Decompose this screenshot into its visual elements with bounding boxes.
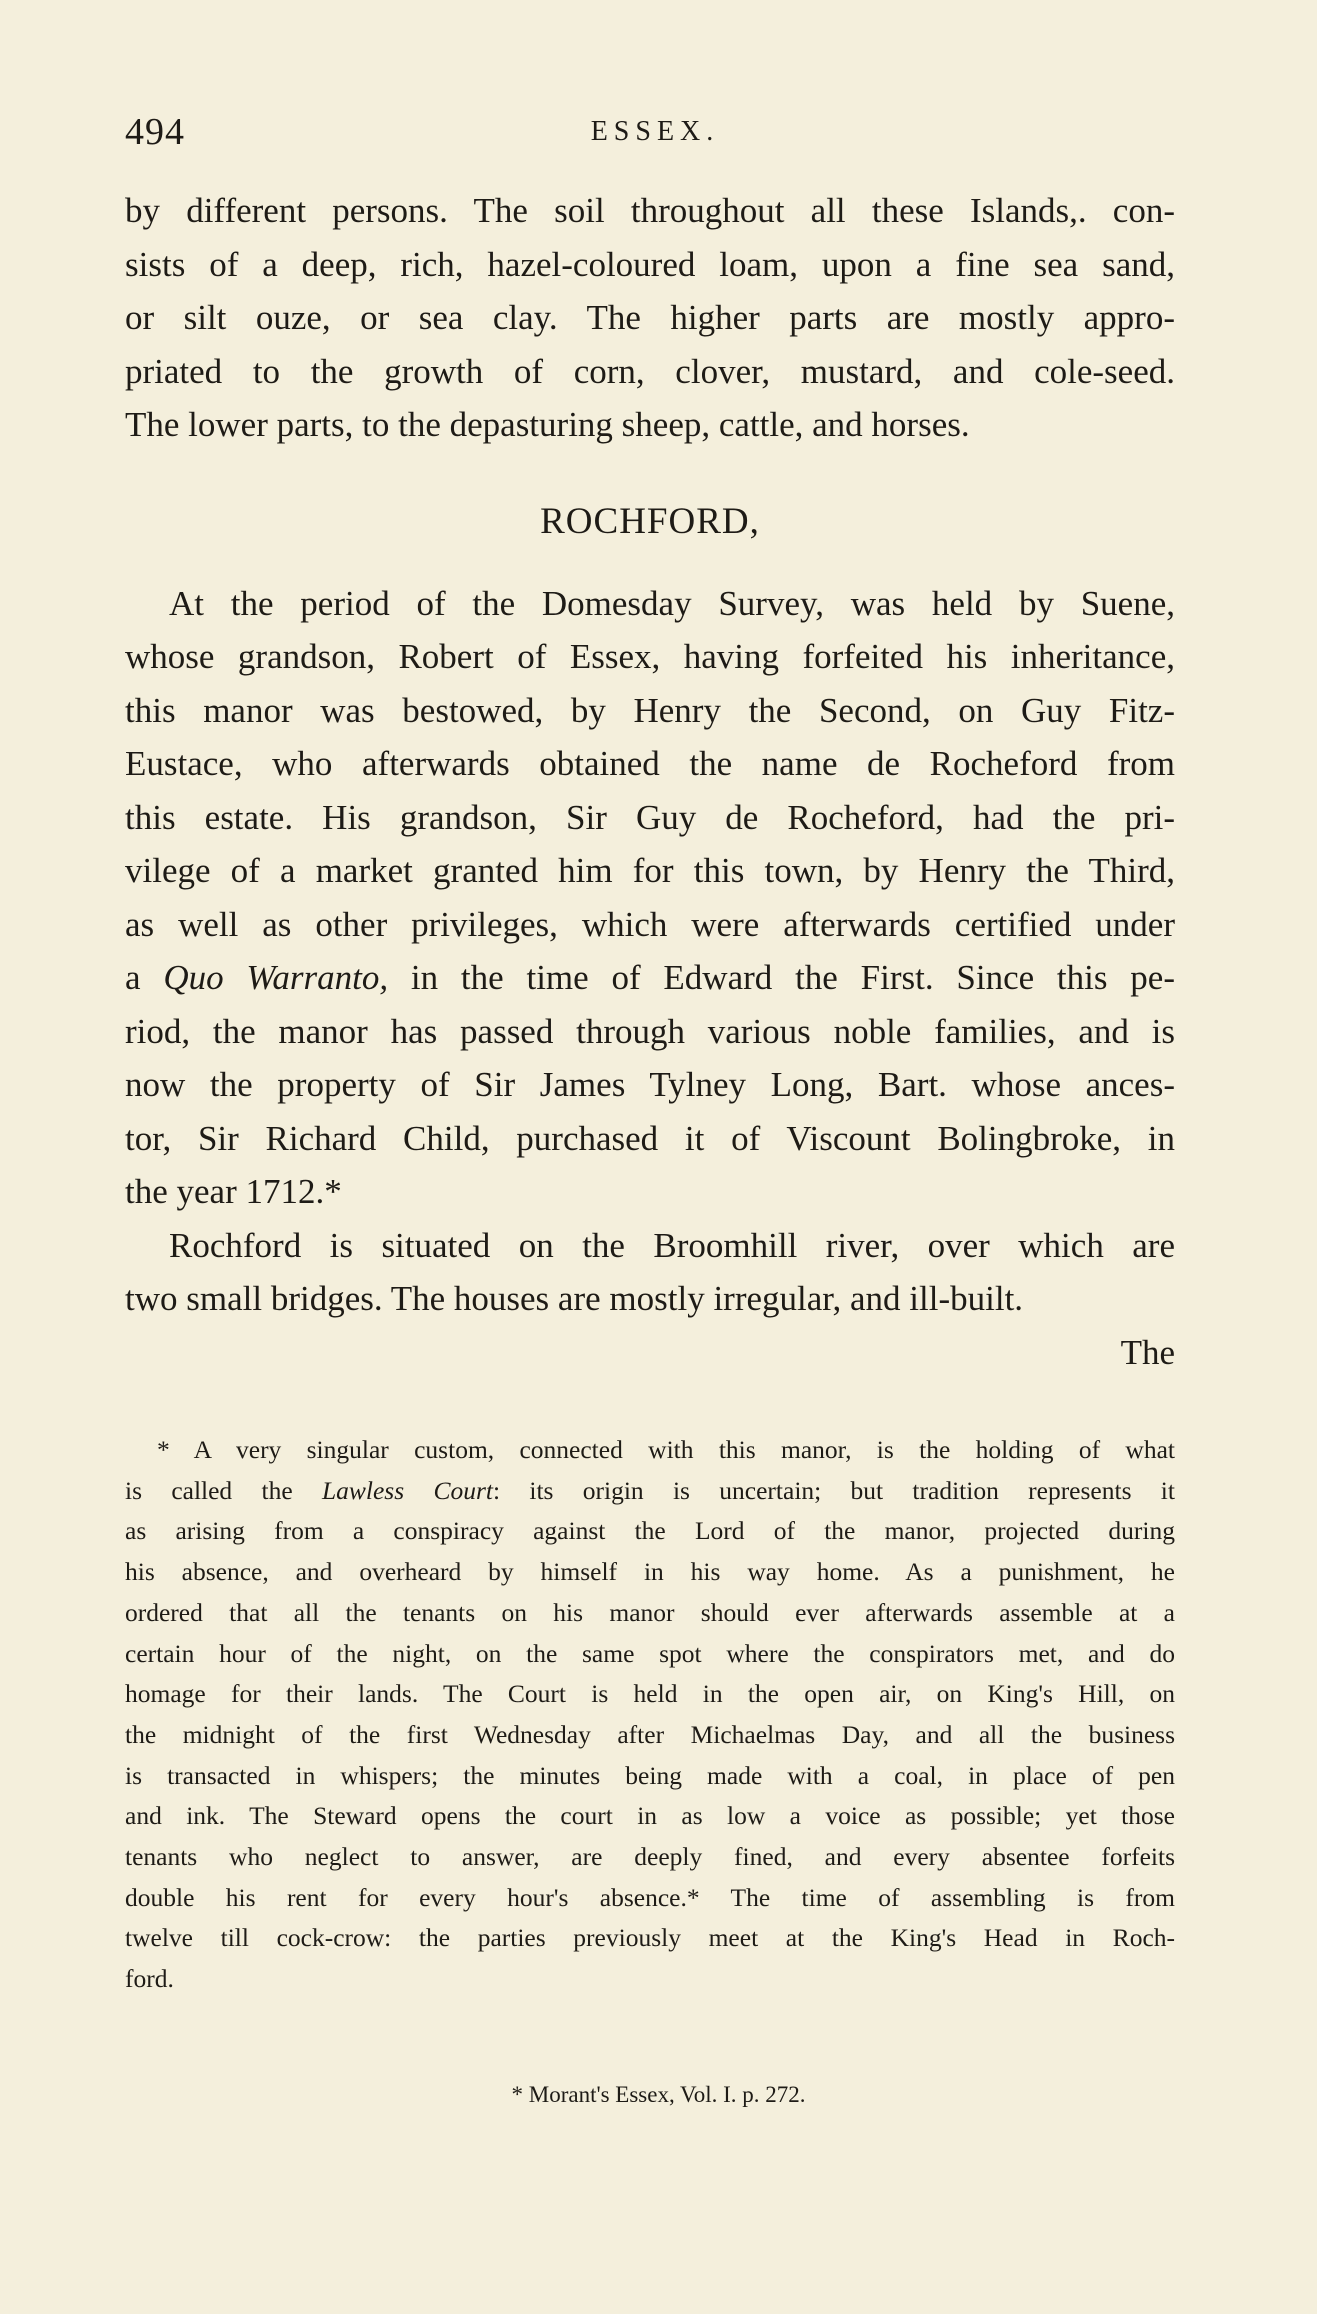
source-note: * Morant's Essex, Vol. I. p. 272. bbox=[511, 2082, 806, 2107]
footnote-line: twelve till cock-crow: the parties previously meet at the King's Head in Roch- bbox=[125, 1923, 1175, 1953]
footnote-line bbox=[125, 1471, 1175, 1512]
text-line: At the period of the Domesday Survey, was held by Suene, bbox=[169, 583, 1175, 623]
text-line: the year 1712.* bbox=[125, 1172, 342, 1211]
text-line: by different persons. The soil throughout all these Islands,. con- bbox=[125, 191, 1175, 230]
main-text bbox=[125, 184, 1175, 1379]
footnote-line: homage for their lands. The Court is held in the open air, on King's Hill, on bbox=[125, 1679, 1175, 1709]
text-line: this estate. His grandson, Sir Guy de Rocheford, had the pri- bbox=[125, 797, 1175, 837]
text-line: sists of a deep, rich, hazel-coloured loam, upon a fine sea sand, bbox=[125, 244, 1175, 284]
text-line: two small bridges. The houses are mostly irregular, and ill-built. bbox=[125, 1279, 1024, 1318]
text-line: priated to the growth of corn, clover, mustard, and cole-seed. bbox=[125, 351, 1175, 391]
footnote-line: ford. bbox=[125, 1964, 174, 1994]
text-line: vilege of a market granted him for this town, by Henry the Third, bbox=[125, 851, 1175, 890]
footnote bbox=[125, 1430, 1175, 2000]
footnote-line: the midnight of the first Wednesday after Michaelmas Day, and all the business bbox=[125, 1719, 1175, 1749]
text-line: Eustace, who afterwards obtained the name de Rocheford from bbox=[125, 744, 1175, 783]
text-line: Rochford is situated on the Broomhill river, over which are bbox=[169, 1225, 1175, 1265]
text-line bbox=[125, 951, 1175, 1005]
text-line: or silt ouze, or sea clay. The higher parts are mostly appro- bbox=[125, 298, 1175, 337]
section-title: ROCHFORD, bbox=[540, 500, 760, 542]
footnote-line: his absence, and overheard by himself in his way home. As a punishment, he bbox=[125, 1557, 1175, 1587]
footnote-line: as arising from a conspiracy against the Lord of the manor, projected during bbox=[125, 1516, 1175, 1546]
lawless-court-italic: Lawless Court bbox=[321, 1475, 493, 1505]
page-number: 494 bbox=[125, 111, 185, 153]
text-fragment: is called the bbox=[125, 1475, 322, 1505]
text-line: tor, Sir Richard Child, purchased it of Viscount Bolingbroke, in bbox=[125, 1118, 1175, 1158]
text-line: whose grandson, Robert of Essex, having forfeited his inheritance, bbox=[125, 637, 1175, 676]
text-fragment: a bbox=[125, 958, 164, 997]
footnote-line: ordered that all the tenants on his manor should ever afterwards assemble at a bbox=[125, 1597, 1175, 1627]
footnote-line: is transacted in whispers; the minutes being made with a coal, in place of pen bbox=[125, 1760, 1175, 1790]
text-line: as well as other privileges, which were afterwards certified under bbox=[125, 904, 1175, 944]
text-fragment: : its origin is uncertain; but tradition represents it bbox=[492, 1475, 1175, 1505]
footnote-line: tenants who neglect to answer, are deeply fined, and every absentee forfeits bbox=[125, 1842, 1175, 1872]
footnote-line: double his rent for every hour's absence.* The time of assembling is from bbox=[125, 1882, 1175, 1912]
text-fragment: in the time of Edward the First. Since this pe- bbox=[388, 958, 1175, 997]
footnote-line: certain hour of the night, on the same spot where the conspirators met, and do bbox=[125, 1638, 1175, 1668]
text-line: now the property of Sir James Tylney Long, Bart. whose ances- bbox=[125, 1065, 1175, 1104]
footnote-line: * A very singular custom, connected with this manor, is the holding of what bbox=[157, 1435, 1175, 1464]
text-line: The lower parts, to the depasturing sheep, cattle, and horses. bbox=[125, 405, 970, 444]
footnote-line: and ink. The Steward opens the court in as low a voice as possible; yet those bbox=[125, 1801, 1175, 1831]
quo-warranto-italic: Quo Warranto, bbox=[163, 958, 389, 997]
text-line: this manor was bestowed, by Henry the Second, on Guy Fitz- bbox=[125, 690, 1175, 730]
catchword: The bbox=[1120, 1332, 1175, 1372]
running-head: ESSEX. bbox=[590, 116, 720, 147]
text-line: riod, the manor has passed through various noble families, and is bbox=[125, 1011, 1175, 1051]
page-header bbox=[125, 110, 1175, 160]
